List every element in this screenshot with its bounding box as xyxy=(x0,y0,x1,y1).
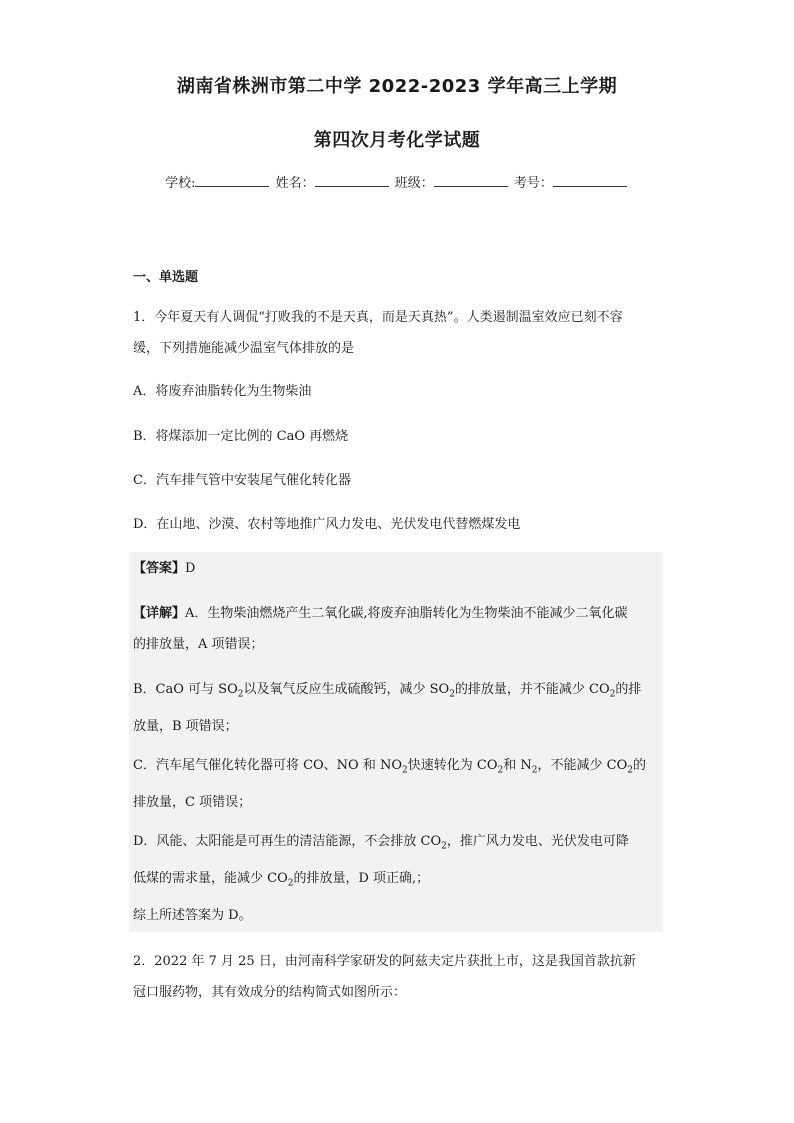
question-2-stem-line: 冠口服药物，其有效成分的结构简式如图所示： xyxy=(133,985,407,1000)
detail-a-line: A．生物柴油燃烧产生二氧化碳,将废弃油脂转化为生物柴油不能减少二氧化碳 xyxy=(185,606,628,621)
detail-a xyxy=(133,598,663,660)
conclusion: 综上所述答案为 D。 xyxy=(133,908,252,923)
detail-b-line: B．CaO 可与 $SO_2$以及氧气反应生成硫酸钙，减少 $SO_2$的排放量，并不能减少 $CO_2$的排 xyxy=(133,682,642,700)
school-blank xyxy=(195,174,269,187)
question-2-stem-line: 2．2022 年 7 月 25 日，由河南科学家研发的阿兹夫定片获批上市，这是我国首款抗新 xyxy=(133,954,636,969)
detail-d-line: 低煤的需求量，能减少 $CO_2$的排放量，D 项正确,； xyxy=(133,870,430,889)
detail-d xyxy=(133,826,663,899)
school-label: 学校: xyxy=(165,176,196,191)
question-2-stem xyxy=(133,946,663,1008)
detail-b-line: 放量，B 项错误； xyxy=(133,718,238,734)
option-b: B．将煤添加一定比例的 CaO 再燃烧 xyxy=(133,429,349,444)
detail-a-line: 的排放量，A 项错误； xyxy=(133,637,264,652)
option-c: C．汽车排气管中安装尾气催化转化器 xyxy=(133,473,351,488)
answer-line xyxy=(133,553,663,584)
student-info-row xyxy=(0,172,794,191)
question-1-stem xyxy=(133,302,663,364)
question-1-stem-line: 1．今年夏天有人调侃“打败我的不是天真，而是天真热”。人类遏制温室效应已刻不容 xyxy=(133,310,623,325)
detail-b xyxy=(133,674,663,742)
page-title: 湖南省株洲市第二中学 2022-2023 学年高三上学期 xyxy=(176,76,618,97)
exam-number-label: 考号： xyxy=(513,176,553,191)
section-heading: 一、单选题 xyxy=(133,270,199,285)
option-a: A．将废弃油脂转化为生物柴油 xyxy=(133,384,312,399)
detail-c xyxy=(133,750,663,818)
question-1-stem-line: 缓，下列措施能减少温室气体排放的是 xyxy=(133,341,355,356)
exam-number-blank xyxy=(553,174,627,187)
answer-label: 【答案】 xyxy=(133,561,186,576)
detail-d-line: D．风能、太阳能是可再生的清洁能源，不会排放 $CO_2$，推广风力发电、光伏发电可降 xyxy=(133,834,629,852)
detail-c-line: 排放量，C 项错误； xyxy=(133,794,252,810)
name-label: 姓名： xyxy=(275,176,315,191)
class-label: 班级： xyxy=(394,176,434,191)
class-blank xyxy=(434,174,508,187)
page-subtitle: 第四次月考化学试题 xyxy=(313,130,481,151)
detail-c-line: C．汽车尾气催化转化器可将 CO、NO 和 $NO_2$快速转化为 $CO_2$和 $N_2$，不能减少 $CO_2$的 xyxy=(133,758,646,776)
option-d: D．在山地、沙漠、农村等地推广风力发电、光伏发电代替燃煤发电 xyxy=(133,517,521,532)
detail-label: 【详解】 xyxy=(133,606,186,621)
answer-value: D xyxy=(185,561,196,576)
name-blank xyxy=(315,174,389,187)
